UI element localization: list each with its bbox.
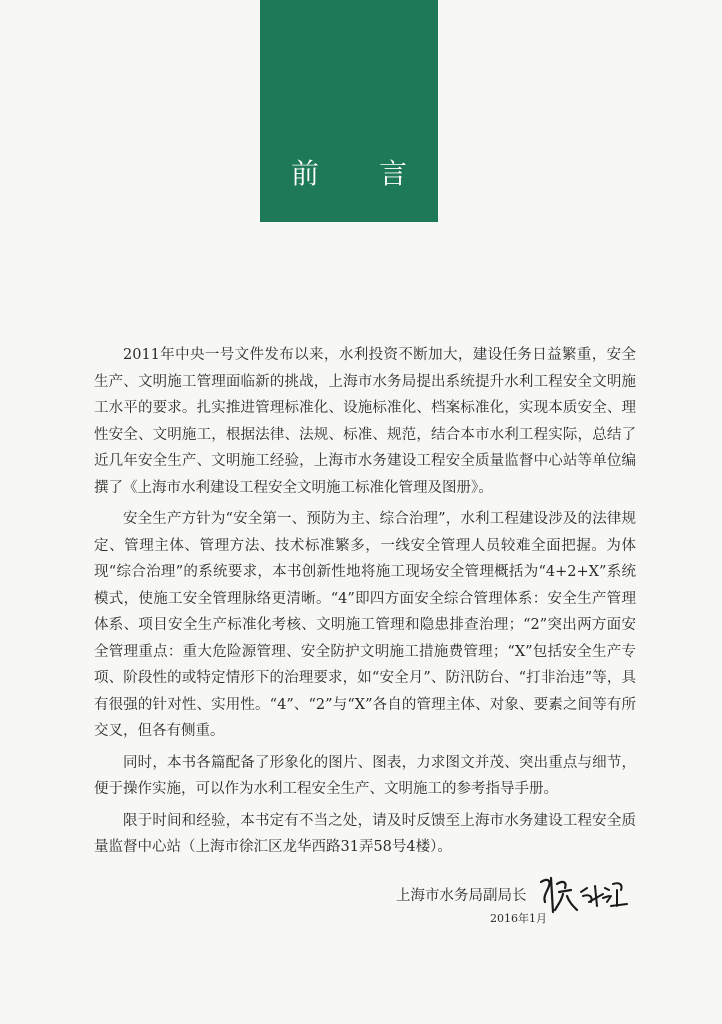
title-char-2: 言 [379,157,408,190]
page-title [291,152,407,192]
handwritten-signature [537,872,629,916]
paragraph-2: 安全生产方针为“安全第一、预防为主、综合治理”，水利工程建设涉及的法律规定、管理主体、管理方法、技术标准繁多，一线安全管理人员较难全面把握。为体现“综合治理”的系统要求，本书创新性地将施工现场安全管理概括为“4+2+X”系统模式，使施工安全管理脉络更清晰。“4”即四方面安全综合管理体系：安全生产管理体系、项目安全生产标准化考核、文明施工管理和隐患排查治理；“2”突出两方面安全管理重点：重大危险源管理、安全防护文明施工措施费管理；“X”包括安全生产专项、阶段性的或特定情形下的治理要求，如“安全月”、防汛防台、“打非治违”等，具有很强的针对性、实用性。“4”、“2”与“X”各自的管理主体、对象、要素之间等有所交叉，但各有侧重。 [94,511,636,739]
signer-title: 上海市水务局副局长 [396,887,527,904]
title-banner [260,0,438,222]
title-char-1: 前 [290,157,319,190]
date: 2016年1月 [490,912,547,925]
paragraph-4: 限于时间和经验，本书定有不当之处，请及时反馈至上海市水务建设工程安全质量监督中心站（上海市徐汇区龙华西路31弄58号4楼）。 [94,812,636,855]
paragraph-3: 同时，本书各篇配备了形象化的图片、图表，力求图文并茂、突出重点与细节，便于操作实施，可以作为水利工程安全生产、文明施工的参考指导手册。 [94,754,636,797]
paragraph-1: 2011年中央一号文件发布以来，水利投资不断加大，建设任务日益繁重，安全生产、文明施工管理面临新的挑战，上海市水务局提出系统提升水利工程安全文明施工水平的要求。扎实推进管理标准化、设施标准化、档案标准化，实现本质安全、理性安全、文明施工，根据法律、法规、标准、规范，结合本市水利工程实际，总结了近几年安全生产、文明施工经验，上海市水务建设工程安全质量监督中心站等单位编撰了《上海市水利建设工程安全文明施工标准化管理及图册》。 [94,347,636,496]
preface-body [94,342,636,866]
